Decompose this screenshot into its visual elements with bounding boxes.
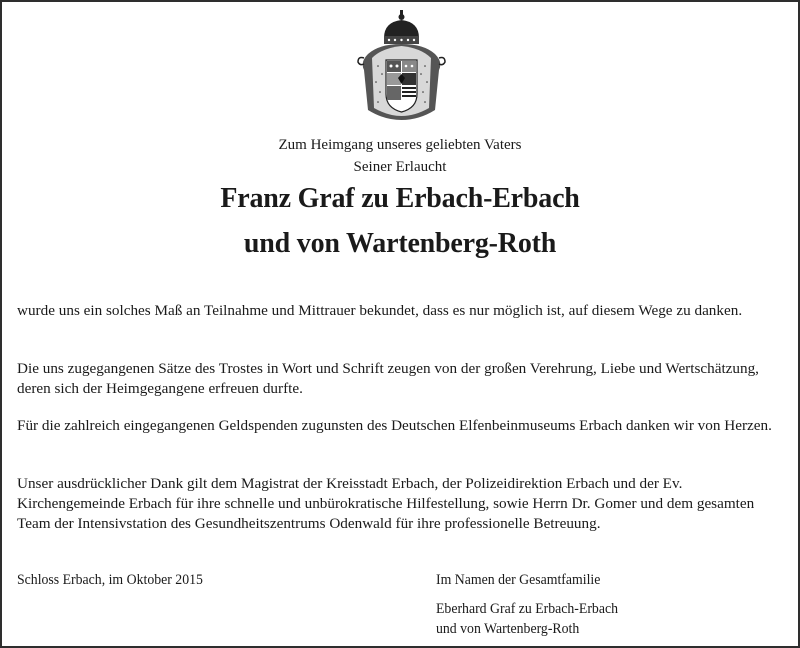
paragraph-donations: Für die zahlreich eingegangenen Geldspenden zugunsten des Deutschen Elfenbeinmuseums Erbach danken wir von Herzen. xyxy=(17,417,772,434)
paragraph-acknowledgements: Unser ausdrücklicher Dank gilt dem Magistrat der Kreisstadt Erbach, der Polizeidirektion Erbach und der Ev. Kirchengemeinde Erbach für ihre schnelle und unbürokratische Hilfestellung, sowie Herrn Dr. Gomer und dem gesamten Team der Intensivstation des Gesundheitszentrums Odenwald für ihre professionelle Betreuung. xyxy=(17,475,755,532)
coat-of-arms-icon xyxy=(354,10,450,122)
deceased-name-line-2: und von Wartenberg-Roth xyxy=(243,228,557,259)
signer-name-line-2: und von Wartenberg-Roth xyxy=(436,621,580,637)
on-behalf-line: Im Namen der Gesamtfamilie xyxy=(436,572,601,588)
deceased-name: Franz Graf zu Erbach-Erbach xyxy=(220,183,580,214)
honorific-line: Seiner Erlaucht xyxy=(353,159,447,175)
intro-line: Zum Heimgang unseres geliebten Vaters xyxy=(278,137,522,153)
paragraph-sympathy: wurde uns ein solches Maß an Teilnahme und Mittrauer bekundet, dass es nur möglich ist, auf diesem Wege zu danken. xyxy=(17,302,743,319)
signer-name: Eberhard Graf zu Erbach-Erbach xyxy=(436,601,618,617)
place-date: Schloss Erbach, im Oktober 2015 xyxy=(17,572,203,588)
paragraph-condolences: Die uns zugegangenen Sätze des Trostes in Wort und Schrift zeugen von der großen Verehrung, Liebe und Wertschätzung, deren sich der Heimgegangene erfreuen durfte. xyxy=(17,360,759,397)
